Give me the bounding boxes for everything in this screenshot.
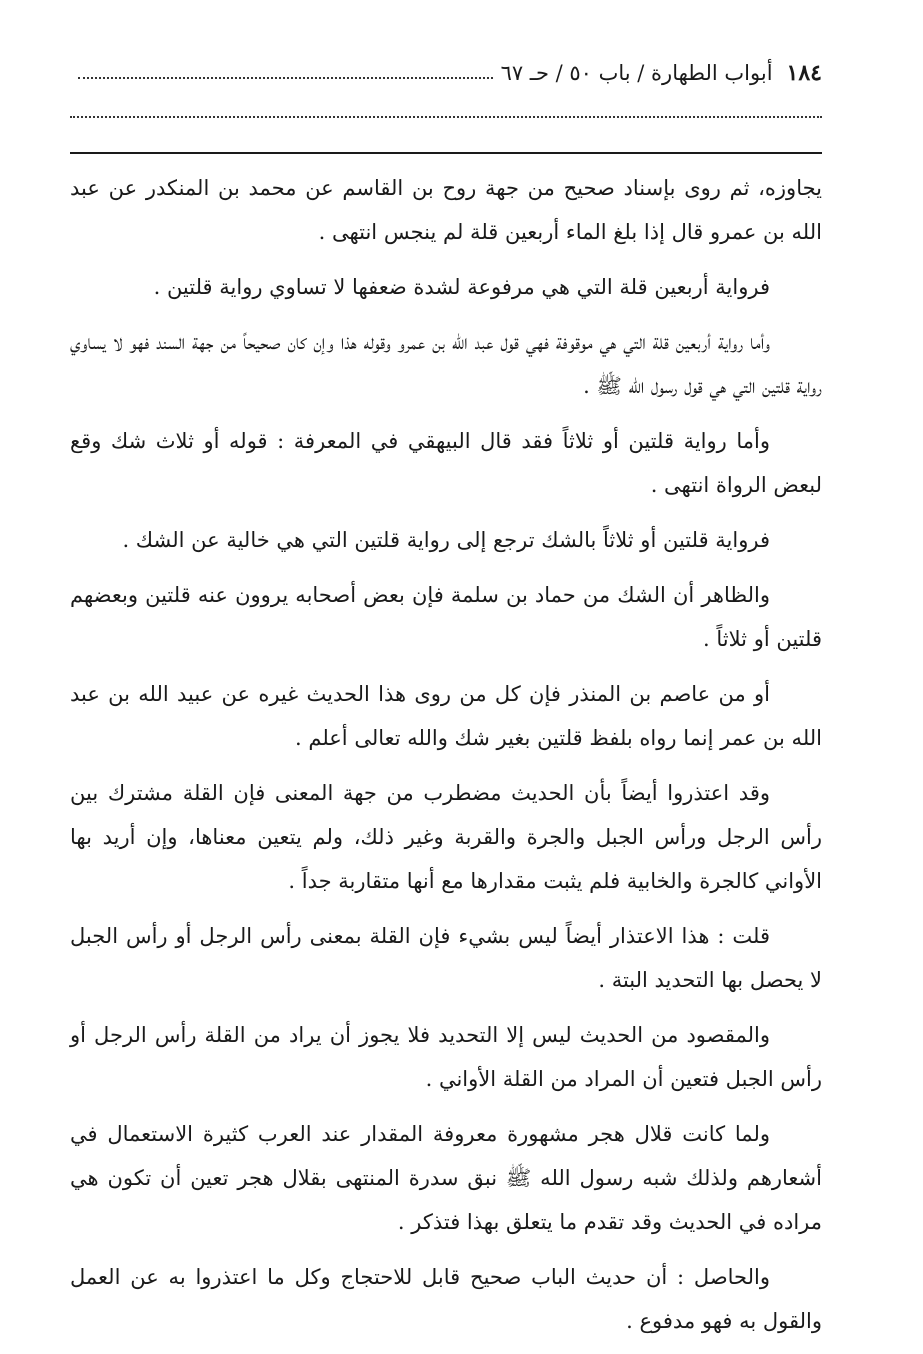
body-text (70, 166, 822, 1354)
paragraph: قلت : هذا الاعتذار أيضاً ليس بشيء فإن القلة بمعنى رأس الرجل أو رأس الجبل لا يحصل بها التحديد البتة . (70, 924, 822, 992)
paragraph: وأما رواية قلتين أو ثلاثاً فقد قال البيهقي في المعرفة : قوله أو ثلاث شك وقع لبعض الرواة انتهى . (70, 429, 822, 497)
paragraph: وقد اعتذروا أيضاً بأن الحديث مضطرب من جهة المعنى فإن القلة مشترك بين رأس الرجل ورأس الجبل والجرة والقربة وغير ذلك، ولم يتعين معناها، وإن أريد بها الأواني كالجرة والخابية فلم يثبت مقدارها مع أنها متقاربة جداً . (70, 781, 822, 893)
paragraph: أو من عاصم بن المنذر فإن كل من روى هذا الحديث غيره عن عبيد الله بن عبد الله بن عمر إنما رواه بلفظ قلتين بغير شك والله تعالى أعلم . (70, 682, 822, 750)
page-number: ١٨٤ (786, 60, 822, 86)
paragraph: فرواية قلتين أو ثلاثاً بالشك ترجع إلى رواية قلتين التي هي خالية عن الشك . (122, 528, 770, 552)
dotted-divider (70, 116, 822, 118)
paragraph: ولما كانت قلال هجر مشهورة معروفة المقدار عند العرب كثيرة الاستعمال في أشعارهم ولذلك شبه رسول الله ﷺ نبق سدرة المنتهى بقلال هجر تعين أن تكون هي مراده في الحديث وقد تقدم ما يتعلق بهذا فتذكر . (70, 1122, 822, 1234)
running-title: أبواب الطهارة / باب ٥٠ / حـ ٦٧ (500, 61, 773, 85)
paragraph: والظاهر أن الشك من حماد بن سلمة فإن بعض أصحابه يروون عنه قلتين وبعضهم قلتين أو ثلاثاً . (70, 583, 822, 651)
paragraph: والمقصود من الحديث ليس إلا التحديد فلا يجوز أن يراد من القلة رأس الرجل أو رأس الجبل فتعين أن المراد من القلة الأواني . (70, 1023, 822, 1091)
paragraph: فرواية أربعين قلة التي هي مرفوعة لشدة ضعفها لا تساوي رواية قلتين . (153, 275, 770, 299)
header-rule (70, 152, 822, 154)
page-header (70, 56, 822, 90)
paragraph: وأما رواية أربعين قلة التي هي موقوفة فهي قول عبد الله بن عمرو وقوله هذا وإن كان صحيحاً من جهة السند فهو لا يساوي رواية قلتين التي هي قول رسول الله ﷺ . (70, 330, 822, 398)
paragraph: والحاصل : أن حديث الباب صحيح قابل للاحتجاج وكل ما اعتذروا به عن العمل والقول به فهو مدفوع . (70, 1265, 822, 1333)
header-dotted-leader (78, 77, 493, 79)
paragraph: يجاوزه، ثم روى بإسناد صحيح من جهة روح بن القاسم عن محمد بن المنكدر عن عبد الله بن عمرو قال إذا بلغ الماء أربعين قلة لم ينجس انتهى . (70, 176, 822, 244)
